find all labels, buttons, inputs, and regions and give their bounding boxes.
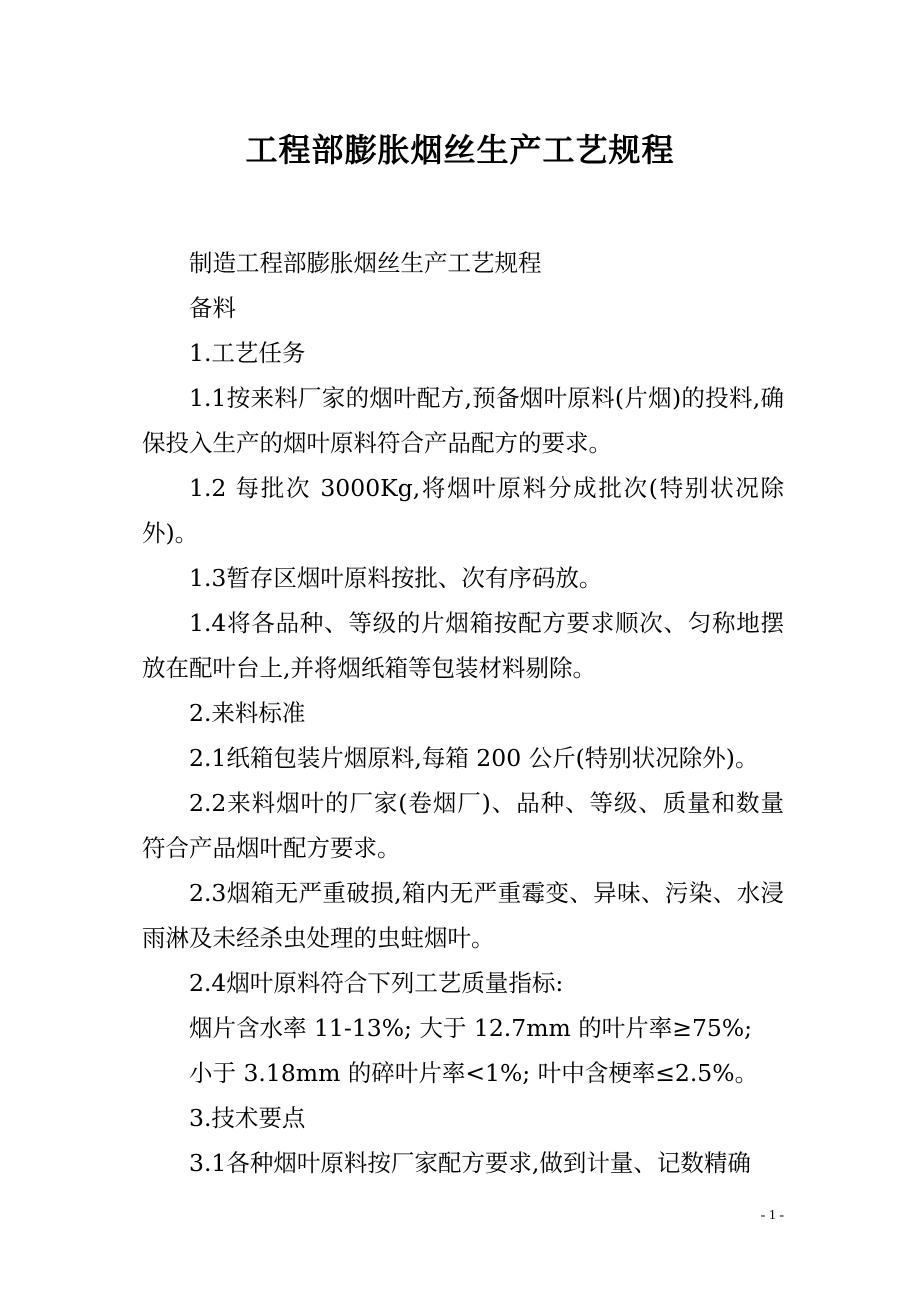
paragraph: 1.4将各品种、等级的片烟箱按配方要求顺次、匀称地摆放在配叶台上,并将烟纸箱等包装材料剔除。 [142, 609, 784, 682]
paragraph: 3.1各种烟叶原料按厂家配方要求,做到计量、记数精确 [189, 1149, 751, 1177]
paragraph: 2.1纸箱包装片烟原料,每箱 200 公斤(特别状况除外)。 [189, 744, 759, 772]
paragraph: 2.来料标准 [189, 699, 306, 727]
paragraph: 3.技术要点 [189, 1104, 306, 1132]
page-number: - 1 - [760, 1208, 784, 1223]
document-title: 工程部膨胀烟丝生产工艺规程 [245, 131, 675, 169]
paragraph: 烟片含水率 11-13%; 大于 12.7mm 的叶片率≥75%; [189, 1014, 753, 1042]
paragraph: 制造工程部膨胀烟丝生产工艺规程 [189, 249, 542, 277]
paragraph: 备料 [189, 294, 236, 322]
document-body [142, 241, 784, 1186]
paragraph: 小于 3.18mm 的碎叶片率<1%; 叶中含梗率≤2.5%。 [189, 1059, 759, 1087]
paragraph: 2.2来料烟叶的厂家(卷烟厂)、品种、等级、质量和数量符合产品烟叶配方要求。 [142, 789, 784, 862]
paragraph: 1.2 每批次 3000Kg,将烟叶原料分成批次(特别状况除外)。 [142, 474, 784, 547]
paragraph: 1.工艺任务 [189, 339, 306, 367]
paragraph: 1.3暂存区烟叶原料按批、次有序码放。 [189, 564, 603, 592]
paragraph: 2.3烟箱无严重破损,箱内无严重霉变、异味、污染、水浸雨淋及未经杀虫处理的虫蛀烟叶。 [142, 879, 784, 952]
paragraph: 2.4烟叶原料符合下列工艺质量指标: [189, 969, 564, 997]
paragraph: 1.1按来料厂家的烟叶配方,预备烟叶原料(片烟)的投料,确保投入生产的烟叶原料符合产品配方的要求。 [142, 384, 784, 457]
